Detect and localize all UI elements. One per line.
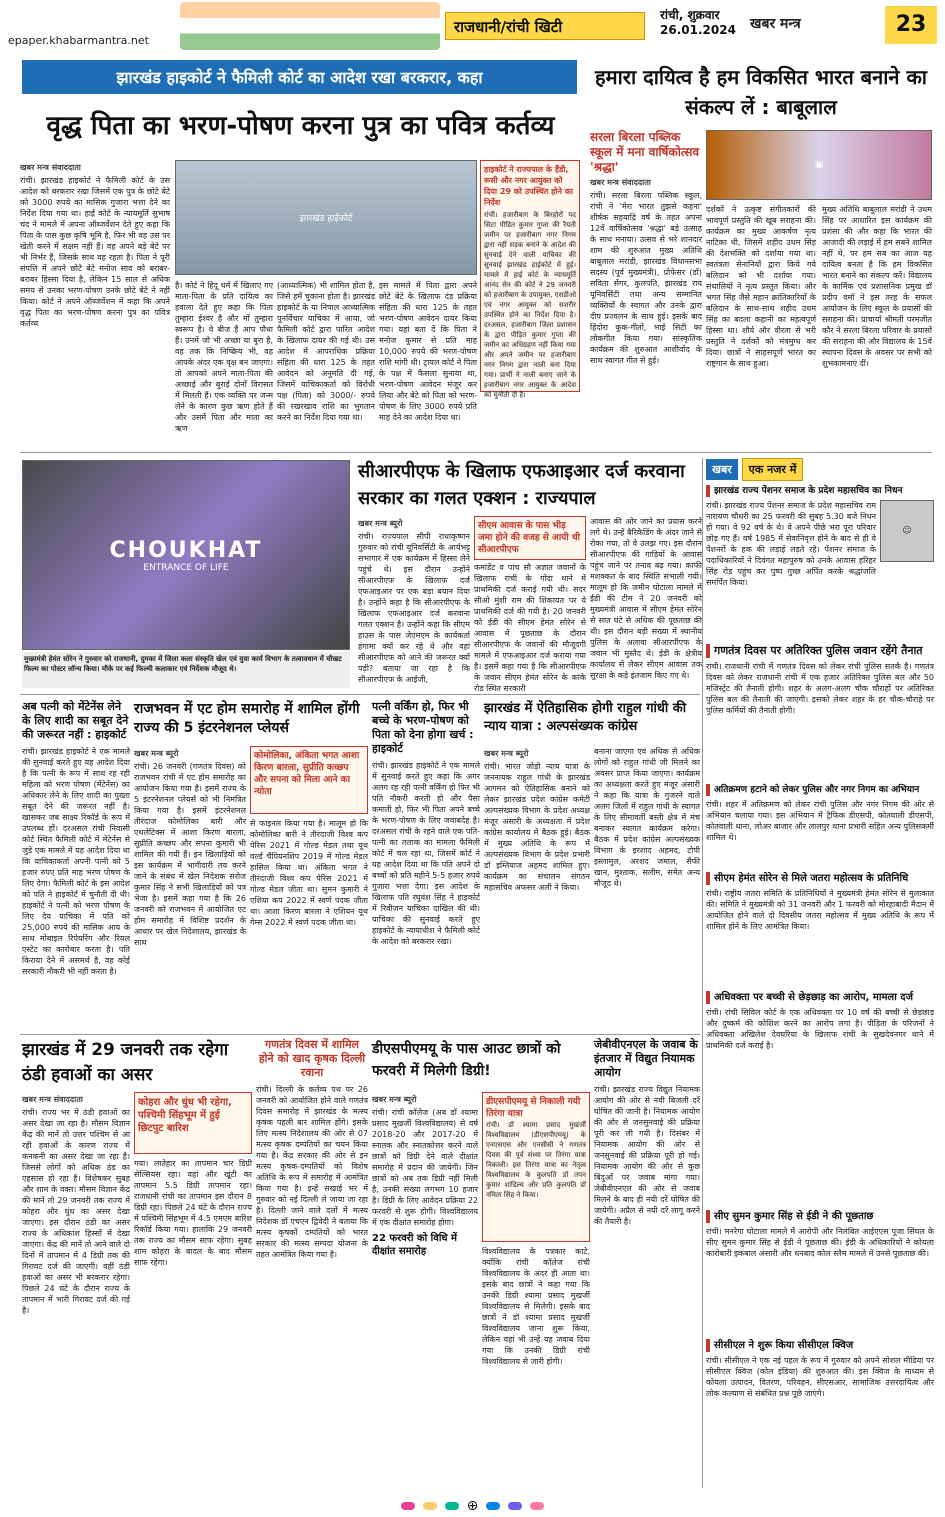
cold-column-1 xyxy=(22,1092,130,1488)
parade-story xyxy=(256,1038,368,1488)
rahul-text-2: बनाना जाएगा एवं अधिक से अधिक लोगों को राहुल गांधी जी मिलने का अवसर प्राप्त किया जाएगा। कार्यक्रम का अध्यक्षता करते हुए मंजूर अंसारी ने कहा कि यात्रा के गुजरने वाले अलग जिलों में राहुल गांधी के स्वागत के लिए सीमावर्ती बस्ती क्षेत्र में मंच बनाकर स्वागत कार्यक्रम करेगा। बैठक में प्रदेश कांग्रेस अल्पसंख्यक विभाग के इरशाद अहमद, टोपी इस्लामुल, अरशद जमाल, सैफी खान, मुश्ताक, सलीम, समेत अन्य मौजूद थे। xyxy=(594,747,700,888)
crpf-text-2: कमांडेंट व पांच सौ अज्ञात जवानों के खिलाफ रांची के गोंदा थाने में प्राथमिकी दर्ज कराई गयी थी। सदर सीओ मुंशी राम की शिकायत पर ये प्राथमिकी दर्ज की गयी है। 20 जनवरी को ईडी की सीएम हेमंत सोरेन से आवास में पूछताछ के दौरान सीआरपीएफ के जवानों की मौजूदगी मामले में एफआइआर दर्ज कराया गया है। इसमें कहा गया है कि सीआरपीएफ के जवान सीएम हेमंत सोरेन के कांके रोड स्थित सरकारी xyxy=(474,563,586,693)
crpf-column-1 xyxy=(358,516,470,691)
babulal-headline: हमारा दायित्व है हम विकसित भारत बनाने का संकल्प लें : बाबूलाल xyxy=(595,65,927,119)
parade-headline: गणतंत्र दिवस में शामिल होने को खाद कृषक दिल्ली रवाना xyxy=(258,1038,366,1079)
crpf-byline: खबर मन्त्र ब्यूरो xyxy=(358,519,403,528)
footer-dot xyxy=(530,1502,544,1510)
rajbhavan-box-text: कोमोलिका, अंकिता भगत आशा किरण बारला, सुप्रीति कच्छप और सपना को मिला आने का न्योता xyxy=(254,751,360,797)
cold-byline: खबर मन्त्र संवाददाता xyxy=(22,1095,83,1104)
footer-dot xyxy=(486,1502,500,1510)
news-item-heading: अधिवक्ता पर बच्ची से छेड़छाड़ का आरोप, मामला दर्ज xyxy=(706,991,934,1004)
news-item-text: रांची। रांची सिविल कोर्ट के एक अधिवक्ता पर 10 वर्ष की बच्ची से छेड़छाड़ और दुष्कर्म की कोशिश करने का आरोप लगा है। पीड़िता के परिजनों ने अधिवक्ता अखिलेश देवघरिया के खिलाफ रांची के सुखदेवनगर थाने में प्राथमिकी दर्ज कराई है। xyxy=(706,1008,934,1050)
parade-text: रांची। दिल्ली के कर्तव्य पथ पर 26 जनवरी को आयोजित होने वाले गणतंत्र दिवस समारोह में झारखंड के मत्स्य कृषक पहली बार शामिल होंगे। इसके लिए मत्स्य निदेशालय की ओर से 07 मत्स्य कृषक दम्पतियों का चयन किया गया है। केंद्र सरकार की ओर से इन मत्स्य कृषक-दम्पतियों को विशेष अतिथि के रूप में समारोह में आमंत्रित किया गया है। इन्हें सखाई भर में गुरुवार को नई दिल्ली ले जाया जा रहा है। दिल्ली जाने वाले दलों में मत्स्य निदेशक डॉ एचएन द्विवेदी ने बताया कि मत्स्य कृषकों दम्पतियों को भारत सरकार की मत्स्य सम्पदा योजना के तहत आमंत्रित किया गया है। xyxy=(256,1085,368,1259)
rahul-headline: झारखंड में ऐतिहासिक होगी राहुल गांधी की न्याय यात्रा : अल्पसंख्यक कांग्रेस xyxy=(484,701,687,734)
dsp-text-2: विश्वविद्यालय के पत्रकार काटे, क्योंकि रांची कॉलेज रांची विश्वविद्यालय के अंदर ही आता था। इसके बाद छात्रों ने कहा गया कि उनकी डिग्री श्यामा प्रसाद मुखर्जी विश्वविद्यालय से मिलेगी। इसके बाद छात्रों ने डॉ श्यामा प्रसाद मुखर्जी विश्वविद्यालय जाना शुरू किया, लेकिन वहां भी उन्हें यह जवाब दिया गया कि उनकी डिग्री रांची विश्वविद्यालय से जारी होगी। xyxy=(482,1247,590,1366)
rahul-text-1: रांची। भारत जोड़ो न्याय यात्रा के जननायक राहुल गांधी के झारखंड आगमन को ऐतिहासिक बनाने को लेकर झारखंड प्रदेश कांग्रेस कमेटी अल्पसंख्यक विभाग के प्रदेश अध्यक्ष मंजूर अंसारी के अध्यक्षता में प्रदेश कांग्रेस कार्यालय में बैठक हुई। बैठक में मुख्य अतिथि के रूप में अल्पसंख्यक विभाग के प्रदेश प्रभारी डॉ इम्तियाज अहमद शामिल हुए। कार्यक्रम का संचालन संगठन महासचिव अफसर अली ने किया। xyxy=(484,762,590,892)
crosshair-icon: ⊕ xyxy=(466,1498,479,1514)
childsupport-story xyxy=(372,700,480,1030)
rajbhavan-text-2: से फाइनल किया गया है। मालूम हो कि कोमोलिका बारी ने तीरंदाजी विश्व कप पेरिस 2021 में गोल्ड मेडल तथा यूथ वर्ल्ड चैंपियनशिप 2019 में गोल्ड मेडल हासिल किया था। अंकिता भगत ने तीरंदाजी विश्व कप पेरिस 2021 में गोल्ड मेडल जीता था। सुमन कुमारी ने एशिया कप 2022 में स्वर्ण पदक जीता था। आशा किरण बारला ने एशियन यूथ गेम्स 2022 में स्वर्ण पदक जीता था। xyxy=(250,819,368,927)
choukhat-caption: मुख्यमंत्री हेमंत सोरेन ने गुरुवार को राजधानी, दुमका में जिला कला संस्कृति खेल एवं युवा कार्य विभाग के तत्वावधान में चौखट फिल्म का पोस्टर लॉन्च किया। मौके पर कई फिल्मी कलाकार एवं निर्देशक मौजूद थे। xyxy=(22,652,350,688)
page-number: 23 xyxy=(885,6,937,44)
brand-name: खबर मन्त्र xyxy=(750,16,801,32)
news-item-heading: सीए सुमन कुमार सिंह से ईडी ने की पूछताछ xyxy=(706,1210,934,1223)
news-item-text: रांची। मनरेगा घोटाला मामले में आरोपी और निलंबित आईएएस पूजा सिंघल के सीए सुमन कुमार सिंह से ईडी ने पूछताछ की। ईडी के अधिकारियों ने कोयला कारोबारी इकबाल अंसारी और धनबाद कोल स्लैम मामले में उनसे पूछताछ की। xyxy=(706,1227,934,1258)
camera-icon: ▣ xyxy=(814,160,824,170)
crpf-box xyxy=(474,516,586,560)
news-item-text: रांची। राजधानी रांची में गणतंत्र दिवस को लेकर रांची पुलिस सतर्क है। गणतंत्र दिवस को लेकर राजधानी रांची में एक हजार अतिरिक्त पुलिस बल और 50 मजिस्ट्रेट की तैनाती होगी। शहर के अलग-अलग चौक चौराहों पर अतिरिक्त पुलिस बल की तैनाती की जाएगी। इसको लेकर शहर के हर चौक-चौराहे पर पुलिस कर्मियों की तैनाती होगी। xyxy=(706,662,934,715)
news-item-heading: झारखंड राज्य पेंशनर समाज के प्रदेश महासचिव का निधन xyxy=(706,485,934,497)
footer-dot xyxy=(508,1502,522,1510)
choukhat-poster xyxy=(110,538,263,573)
maintenance-story xyxy=(22,700,130,1030)
date: 26.01.2024 xyxy=(660,23,736,37)
cold-subhead-box xyxy=(134,1092,252,1154)
news-item xyxy=(706,500,934,640)
divider xyxy=(20,1034,700,1035)
lead-sidebox-title: हाइकोर्ट ने राज्यपाल के हैंडी, रूसी और नगर आयुक्त को दिया 29 को उपस्थित होने का निर्देश xyxy=(484,165,573,207)
childsupport-text: रांची। झारखंड हाइकोर्ट ने एक मामले में सुनवाई करते हुए कहा कि अगर अलग रह रही पत्नी वर्किंग हो फिर भी पति नौकरी करती हो और पैसा कमाती हो, फिर भी पिता अपने बच्चे के भरण-पोषण के लिए जवाबदेह है। दरअसल रांची के रहने वाले एक पति-पत्नी का तलाक का मामला फैमिली कोर्ट में चल रहा था, जिसमें कोर्ट ने यह आदेश दिया था कि पति अपने दो बच्चों को प्रति महीने 5-5 हजार रुपये गुजारा भत्ता देगा। इस आदेश के खिलाफ पति रघुवंश सिंह ने हाइकोर्ट में रिवीजन याचिका दाखिल की थी। याचिका की सुनवाई करते हुए हाइकोर्ट के न्यायाधीश ने फैमिली कोर्ट के आदेश को बरकरार रखा। xyxy=(372,761,480,946)
news-item-heading: सीएम हेमंत सोरेन से मिले जतरा महोत्सव के प्रतिनिधि xyxy=(706,872,934,885)
dsp-box-text: रांची। डॉ श्यामा प्रसाद मुखर्जी विश्वविद्यालय (डीएसपीएमयू) के एनएसएस और एनसीसी ने गणतंत्र दिवस की पूर्व संध्या पर तिरंगा यात्रा निकाली। इस तिरंगा यात्रा का नेतृत्व विश्वविद्यालय के कुलपति डॉ तपन कुमार शांडिल्य और प्रति कुलपति डॉ नमिता सिंह ने किया। xyxy=(486,1121,586,1199)
lead-sidebox xyxy=(480,160,580,399)
site-url[interactable]: epaper.khabarmantra.net xyxy=(8,34,149,47)
choukhat-subtitle: ENTRANCE OF LIFE xyxy=(143,562,229,573)
divider xyxy=(20,452,932,453)
footer-dot xyxy=(401,1502,415,1510)
dateline xyxy=(660,8,736,38)
dsp-box xyxy=(482,1092,590,1242)
portrait-photo: ☺ xyxy=(880,500,934,562)
rahul-byline: खबर मन्त्र ब्यूरो xyxy=(484,749,529,758)
rajbhavan-byline: खबर मन्त्र ब्यूरो xyxy=(134,749,179,758)
childsupport-headline: पत्नी वर्किंग हो, फिर भी बच्चे के भरण-पोषण को पिता को देना होगा खर्च : हाइकोर्ट xyxy=(372,700,474,755)
lead-kicker: झारखंड हाइकोर्ट ने फैमिली कोर्ट का आदेश रखा बरकरार, कहा xyxy=(22,60,577,94)
cold-headline: झारखंड में 29 जनवरी तक रहेगा ठंडी हवाओं का असर xyxy=(22,1040,229,1085)
school-headline: सरला बिरला पब्लिक स्कूल में मना वार्षिकोत्सव 'श्रद्धा' xyxy=(590,130,700,174)
footer-dot xyxy=(423,1502,437,1510)
dsp-highlight: 22 फरवरी को विधि में दीक्षांत समारोह xyxy=(372,1233,458,1257)
news-item-text: रांची। शहर में अतिक्रमण को लेकर रांची पुलिस और नगर निगम की ओर से अभियान चलाया गया। इस अभियान में ट्रैफिक डीएसपी, कोतवाली डीएसपी, कोतवाली थाना, लोअर बाजार और लालपुर थाना प्रभारी सहित अन्य पुलिसकर्मी शामिल थे। xyxy=(706,800,934,842)
lead-byline: खबर मन्त्र संवाददाता xyxy=(20,163,81,172)
lead-text-3: (आध्यात्मिक) भी शामिल होता है, जिसे हमें चुकाना होता है। झारखंड हाइकोर्ट के या निपाल आध्यात्मिक पुनर्विचार याचिका में आया, जो फैमिली कोर्ट द्वारा पारित आदेश के खिलाफ दायर की गई थी। उस आदेश में आपराधिक प्रक्रिया संहिता की धारा 125 के तहत आवेदन को अनुमति दी गई, जिसमें याचिकाकर्ता को विरोधी पक्ष (पिता) को 3000/- रुपये की रखरखाव राशि का भुगतान करने का निर्देश दिया गया था। xyxy=(277,281,375,422)
page-header xyxy=(0,0,945,54)
rajbhavan-text-1: रांची। 26 जनवरी (गणतंत्र दिवस) को राजभवन रांची में एट होम समारोह का आयोजन किया गया है। इसमें राज्य के 5 इंटरनेशनल प्लेयर्स को भी निमंत्रित किया गया है। इसमें इंटरनेशनल तीरंदाज कोमोलिका बारी और एथलेटिक्स में आशा किरण बारला, सुप्रीति कच्छप और सपना कुमारी भी शामिल की गयी हैं। इन खिलाड़ियों को इस कार्यक्रम में भागीदारी तय करने जाने के संबंध में खेल निदेशक सरोज कुमार सिंह ने सभी खिलाड़ियों को पत्र भेजा है। इसमें कहा गया है कि 26 जनवरी को राजभवन में आयोजित एट होम समारोह में विशिष्ट प्रदर्शन के आधार पर खेल निदेशालय, झारखंड के साथ xyxy=(134,762,246,947)
page-footer xyxy=(0,1495,945,1517)
choukhat-photo xyxy=(22,460,350,650)
news-item-heading: सीसीएल ने शुरू किया सीसीएल क्विज xyxy=(706,1339,934,1352)
highcourt-photo xyxy=(175,160,477,275)
jbvnl-headline: जेबीवीएनएल के जवाब के इंतजार में विद्युत नियामक आयोग xyxy=(594,1038,698,1079)
lead-sidebox-text: रांची। हजारीबाग के बिरहोरों पद सिटा पीडित कुमार गुप्ता की रैयती जमीन पर हजारीबाग नगर निगम द्वारा नहीं सड़क बनाने के आदेश की सुनवाई देने वाली याचिका की सुनवाई झारखंड हाईकोर्ट में हुई। मामले में हाई कोर्ट के न्यायमूर्ति आनंद सेन की कोर्ट ने 29 जनवरी को हजारीबाग के उपायुक्त, एसडीओ एवं नगर आयुक्त को सशरीर उपस्थित होने का निर्देश दिया है। दरअसल, हजारीबाग जिला प्रशासन के द्वारा पीड़ित कुमार गुप्ता की जमीन का अधिग्रहण नहीं किया गया और अपने जमीन पर हजारीबाग नगर निगम द्वारा नाली बना दिया गया। प्रार्थी ने नाली बनाए जाने के हजारीबाग नगर आयुक्त के आदेश को चुनौती दी है। xyxy=(484,211,576,399)
lead-kicker-wrap xyxy=(22,60,577,94)
news-item-text: रांची। झारखंड राज्य पेंशनर समाज के प्रदेश महासचिव राम नारायण चौधरी का 25 फरवरी की सुबह 5.30 बजे निधन हो गया। वे 92 वर्ष के थे। वे अपने पीछे भरा पूरा परिवार छोड़ गए हैं। वर्ष 1985 में सेवानिवृत्त होने के बाद से ही वे पेंशनरों के हक की लड़ाई लड़ते रहे। पेंशनर समाज के पदाधिकारियों ने दिवंगत महापुरुष को उनके आवास हरिहर सिंह रोड पहुंच कर पुष्प गुच्छ अर्पित करके श्रद्धांजलि समर्पित किया। xyxy=(706,501,876,587)
rajbhavan-box xyxy=(250,746,368,814)
jbvnl-text: रांची। झारखंड राज्य विद्युत नियामक आयोग की ओर से नयी बिजली दरें घोषित की जानी है। नियामक आयोग की ओर से जनसुनवाई की प्रक्रिया पूरी कर ली गयी है। दिसंबर में नियामक आयोग की ओर से जनसुनवाई की प्रक्रिया पूरी हो गई। नियामक आयोग की ओर से कुछ बिंदुओं पर जवाब मांगा गया। जेबीवीएनएल की ओर से जवाब मिलने के बाद ही नयी दरें घोषित की जायेगी। अप्रैल से नयी दरें लागू करने की तैयारी है। xyxy=(594,1085,700,1226)
lead-text-4: इस मामले में पिता द्वारा अपने छोटे बेटे के खिलाफ दंड प्रक्रिया संहिता की धारा 125 के तहत भरण-पोषण आवेदन दायर किया गया। यहां बता दें कि पिता ने मनोज कुमार से प्रति माह 10,000 रुपये की भरण-पोषण राशि मांगी थी। ट्रायल कोर्ट ने पिता के पक्ष में फैसला सुनाया था, भरण-पोषण आवेदन मंजूर कर लिया और बेटे को पिता को भरण-पोषण के लिए 3000 रुपये प्रति माह देने का आदेश दिया था। xyxy=(379,281,477,422)
news-panel xyxy=(706,458,934,1488)
crpf-headline: सीआरपीएफ के खिलाफ एफआइआर दर्ज करवाना सरकार का गलत एक्शन : राज्यपाल xyxy=(358,461,685,509)
babulal-text-1: दर्शकों ने उत्कृष्ट संगीतकारों की भावपूर्ण प्रस्तुति की खूब सराहना की। कार्यक्रम का मुख्य आकर्षण नृत्य नाटिका थी, जिसमें शहीद उधम सिंह की देशभक्ति को दर्शाया गया था। स्वतंत्रता सेनानियों द्वारा किये गये बलिदान को भी दर्शाया गया। संथालियों ने नृत्य प्रस्तुत किया। और भगत सिंह जैसे महान क्रांतिकारियों के बलिदान के साथ-साथ शहीद उधम सिंह का बदला कहानी का महत्वपूर्ण हिस्सा था। शौर्य और वीरता से भरी प्रस्तुति ने दर्शकों को मंत्रमुग्ध कर दिया। छात्रों ने साहसपूर्ण भारत का राष्ट्रगान के साथ हुआ। xyxy=(706,205,816,368)
divider xyxy=(702,458,703,1488)
news-item-heading: गणतंत्र दिवस पर अतिरिक्त पुलिस जवान रहेंगे तैनात xyxy=(706,644,934,658)
news-panel-title: एक नजर में xyxy=(742,458,804,481)
dsp-byline: खबर मन्त्र ब्यूरो xyxy=(372,1095,417,1104)
city-day: रांची, शुक्रवार xyxy=(660,8,720,22)
dsp-headline: डीएसपीएमयू के पास आउट छात्रों को फरवरी में मिलेगी डिग्री! xyxy=(372,1041,561,1079)
maintenance-headline: अब पत्नी को मेंटेनेंस लेने के लिए शादी का सबूत देने की जरूरत नहीं : हाइकोर्ट xyxy=(22,700,129,741)
maintenance-text: रांची। झारखंड हाइकोर्ट ने एक मामले की सुनवाई करते हुए यह आदेश दिया है कि पत्नी के रूप में साथ रह रही महिला को भरण पोषण (मेंटेनेंस) का अधिकार लेने के लिए शादी का पुख्ता सबूत देने की जरूरत नहीं है। खासकर जब साक्ष्य रिकॉर्ड के रूप में उपलब्ध हों। दरअसल रांची निवासी कोर्ट स्थित फैमिली कोर्ट में मेंटेनेंस से जुड़े एक मामले में यह आदेश दिया था कि याचिकाकर्ता अपनी पत्नी को 5 हजार रुपए प्रति माह भरण पोषण के लिए देगा। फैमिली कोर्ट के इस आदेश को पति ने हाइकोर्ट में चुनौती दी थी। हाइकोर्ट ने पत्नी को भरण पोषण के लिए देय याचिका में पति को 25,000 रुपये की मासिक आय के साथ मोबाइल रिपेयरिंग और रियल एस्टेट का कारोबार करता है। पति किराया देने में असमर्थ है, वह कोई सरकारी नौकरी भी नहीं करता है। xyxy=(22,747,130,976)
cold-text-1: रांची। राज्य भर में ठंडी हवाओं का असर देखा जा रहा है। मौसम विज्ञान केंद्र की मानें तो उत्तर पश्चिम से आ रही हवाओं के कारण राज्य में कनकनी का असर देखा जा रहा है। जिससे लोगों को अधिक ठंड का एहसास हो रहा है। विशेषकर सुबह और शाम के वक्त। मौसम विज्ञान केंद्र की मानें तो 29 जनवरी तक राज्य में कोहरा और धुंध का असर देखा जाएगा। इस दौरान ठंडी का असर राज्य के अधिकांश हिस्सों में देखा जाएगा। केंद्र की मानें तो आने वाले दो दिनों में तापमान में 4 डिग्री तक की गिरावट दर्ज की जाएगी। वहीं ठंडी हवाओं का असर भी बरकरार रहेगा। पिछले 24 घंटे के दौरान राज्य के तापमान में भारी गिरावट दर्ज की गई है। xyxy=(22,1108,130,1315)
dsp-text-1: रांची। रांची कॉलेज (अब डॉ श्यामा प्रसाद मुखर्जी विश्वविद्यालय) से वर्ष 2018-20 और 2017-20 में स्नातक और स्नातकोत्तर करने वाले छात्रों को डिग्री देने वाले दीक्षांत समारोह में प्रदान की जायेगी। जिन छात्रों को अब तक डिग्री नहीं मिली है, उनकी संख्या लगभग 10 हजार है। डिग्री के लिए आवेदन प्रक्रिया 22 फरवरी से शुरू होगी। विश्वविद्यालय में एक दीक्षांत समारोह होगा। xyxy=(372,1108,478,1227)
babulal-photo xyxy=(706,130,932,200)
news-item-text: रांची। राष्ट्रीय जतरा समिति के प्रतिनिधियों ने मुख्यमंत्री हेमंत सोरेन से मुलाकात की। समिति ने मुख्यमंत्री को 31 जनवरी और 1 फरवरी को मोरहाबादी मैदान में आयोजित होने वाले दो दिवसीय जतरा महोत्सव में मुख्य अतिथि के रूप में शामिल होने के लिए आमंत्रित किया। xyxy=(706,889,934,931)
cold-subhead: कोहरा और धुंध भी रहेगा, पश्चिमी सिंहभूम में हुई छिटपुट बारिश xyxy=(138,1097,232,1134)
news-item-text: रांची। सीसीएल ने एक नई पहल के रूप में गुरुवार को अपने सोशल मीडिया पर सीसीएल क्विज (कोल इंडिया) की शुरुआत की। इस क्विज के माध्यम से कोयला उत्पादन, वितरण, परिवहन, सीएसआर, सामाजिक उत्तरदायित्व और लोक कल्याण से संबंधित प्रश्न पूछे जाएंगे। xyxy=(706,1356,934,1398)
crpf-text-1: रांची। राज्यपाल सीपी राधाकृष्णन गुरुवार को रांची यूनिवर्सिटी के आर्यभट्ट सभागार में एक कार्यक्रम में हिस्सा लेने पहुंचे थे। इस दौरान उन्होंने सीआरपीएफ के खिलाफ दर्ज एफआइआर पर एक बड़ा बयान दिया है। उन्होंने कहा है कि सीआरपीएफ के खिलाफ एफआइआर दर्ज करवाना गलत एक्शन है। उन्होंने कहा कि सीएम हाउस के पास जेएमएम के कार्यकर्ता हंगामा क्यों कर रहे थे और वहां सीआरपीएफ को आने की जरूरत क्यों पड़ी? बताया जा रहा है कि सीआरपीएफ के आईजी, xyxy=(358,532,470,684)
crpf-text-3: आवास की ओर जाने का प्रयास करने लगे थे। उन्हें बैरिकेडिंग के अंदर जाने से रोका गया, तो वे उलझ गए। इस दौरान सीआरपीएफ की गाड़ियों के आवास पहुंच जाने पर तनाव बढ़ गया। काफी मशक्कत के बाद स्थिति संभाली गयी। मालूम हो कि जमीन घोटाला मामले में ईडी की टीम ने 20 जनवरी को मुख्यमंत्री आवास में सीएम हेमंत सोरेन से सात घंटे से अधिक की पूछताछ की थी। इस दौरान बड़ी संख्या में स्थानीय पुलिस के अलावा सीआरपीएफ के जवान भी मुस्तैद थे। ईडी के क्षेत्रीय कार्यालय से लेकर सीएम आवास तक सुरक्षा के कड़े इंतजाम किए गए थे। xyxy=(590,517,702,680)
rahul-column-1 xyxy=(484,746,590,1031)
school-story xyxy=(590,130,702,450)
crpf-box-text: सीएम आवास के पास भीड़ जमा होने की वजह से आयी थी सीआरपीएफ xyxy=(478,521,580,555)
news-panel-header xyxy=(706,458,934,481)
lead-column-1 xyxy=(20,160,170,470)
news-item-heading: अतिक्रमण हटाने को लेकर पुलिस और नगर निगम का अभियान xyxy=(706,784,934,796)
cold-text-2: गया। लातेहार का तापमान चार डिग्री सेल्सियस रहा। वहां और खूंटी का तापमान 5.5 डिग्री तापमान रहा। राजधानी रांची का तापमान इस दौरान 8 डिग्री रहा। पिछले 24 घंटे के दौरान राज्य में पश्चिमी सिंहभूम में 4.5 एमएम बारिश रिकॉर्ड किया गया। हालांकि 29 जनवरी तक राज्य का मौसम साफ रहेगा। सुबह शाम कोहरा के बादल के बाद मौसम साफ रहेगा। xyxy=(134,1159,252,1267)
jbvnl-story xyxy=(594,1038,700,1488)
rajbhavan-column-1 xyxy=(134,746,246,1031)
choukhat-title: CHOUKHAT xyxy=(109,537,263,563)
divider xyxy=(20,694,700,695)
babulal-text-2: मुख्य अतिथि बाबूलाल मरांडी ने उधम सिंह पर आधारित इस कार्यक्रम की प्रशंसा की और कहा कि भारत की आजादी की लड़ाई में हम सबने शामिल नहीं थे, पर हम सब का आज यह दायित्व बनता है कि हम विकसित भारत बनाने का संकल्प करें। विद्यालय के कार्मिक एवं प्रशासनिक प्रमुख डॉ प्रदीप वर्मा ने इस तरह के सफल आयोजन के लिए स्कूल के प्रयासों की सराहना की। प्राचार्या श्रीमती परमजीत कौर ने सरला बिरला परिवार के प्रयासों की सराहना की और विद्यालय के 15वें स्थापना दिवस के अवसर पर सभी को शुभकामनाएं दीं। xyxy=(822,205,932,368)
school-byline: खबर मन्त्र संवाददाता xyxy=(590,178,651,187)
dsp-box-title: डीएसपीएमयू से निकाली गयी तिरंगा यात्रा xyxy=(486,1097,581,1119)
school-text: रांची। सरला बिरला पब्लिक स्कूल, रांची ने 'मेरा भारत तुझसे कहना' शीर्षक सहयाद्रि वर्ष के तहत अपना 12वें वार्षिकोत्सव 'श्रद्धा' बड़े उत्साह के साथ मनाया। उत्सव से भरे शानदार शाम की शुरुआत मुख्य अतिथि बाबूलाल मरांडी, झारखंड विधानसभा सदस्य (पूर्व मुख्यमंत्री), प्रोफेसर (डॉ) सविता सेंगर, कुलपति, झारखंड राय यूनिवर्सिटी तथा अन्य सम्मानित व्यक्तियों के स्वागत और उनके द्वारा दीप प्रज्वलन के साथ हुई। इसके बाद हिंदोरा कुक-गीतों, भाई सिटी का लोकगीत किया गया। सांस्कृतिक कार्यक्रम की शुरुआत आशीर्वाद के साथ स्वागत गीत से हुई। xyxy=(590,191,702,365)
footer-dot xyxy=(445,1502,459,1510)
lead-text-2: है। कोर्ट ने हिंदू धर्म में खिलाए गए माता-पिता के प्रति दायित्व का हवाला देते हुए कहा कि पिता तुम्हारा ईश्वर है और माँ तुम्हारा स्वरूप है। वे बीज हैं आप पौधा हैं। उनमें जो भी अच्छा या बुरा है, वह तक कि निष्क्रिय भी, वह आपके अंदर एक वृक्ष बन जाएगा। तो आपको अपने माता-पिता की अच्छाई और बुराई दोनों विरासत में मिलती हैं। एक व्यक्ति पर जन्म लेने के कारण कुछ ऋण होते हैं और उसमें पिता और माता का ऋण xyxy=(175,281,273,433)
rajbhavan-headline: राजभवन में एट होम समारोह में शामिल होंगी राज्य की 5 इंटरनेशनल प्लेयर्स xyxy=(134,701,360,736)
dsp-column-1 xyxy=(372,1092,478,1488)
lead-headline: वृद्ध पिता का भरण-पोषण करना पुत्र का पवित्र कर्तव्य xyxy=(46,111,555,141)
news-panel-tag: खबर xyxy=(706,459,738,480)
highcourt-photo-label: झारखंड हाईकोर्ट xyxy=(299,214,353,224)
section-title: राजधानी/रांची खिटी xyxy=(445,12,645,40)
lead-text-1: रांची। झारखंड हाइकोर्ट ने फैमिली कोर्ट के उस आदेश को बरकरार रखा जिसमें एक पुत्र के छोटे बेटे को 3000 रुपये का मासिक गुजारा भत्ता देने का निर्देश दिया गया था। हाई कोर्ट के न्यायमूर्ति सुभाष चंद ने मामले में अपना ऑब्जर्वेशन देते हुए कहा कि पिता के पास कुछ कृषि भूमि है, फिर भी वह उस पर खेती करने में सक्षम नहीं हैं। वह अपने बड़े बेटे पर भी निर्भर हैं, जिसके साथ वह रहता है। पिता ने पूरी संपत्ति में अपने छोटे बेटे मनोज साव को बराबर-बराबर हिस्सा दिया है, लेकिन 15 साल से अधिक समय से उनका भरण-पोषण उनके छोटे बेटे ने नहीं किया। कोर्ट ने अपने ऑब्जर्वेशन में कहा कि अपने वृद्ध पिता का भरण-पोषण करना पुत्र का पवित्र कर्तव्य xyxy=(20,176,170,328)
tricolor-ribbon xyxy=(180,2,440,50)
